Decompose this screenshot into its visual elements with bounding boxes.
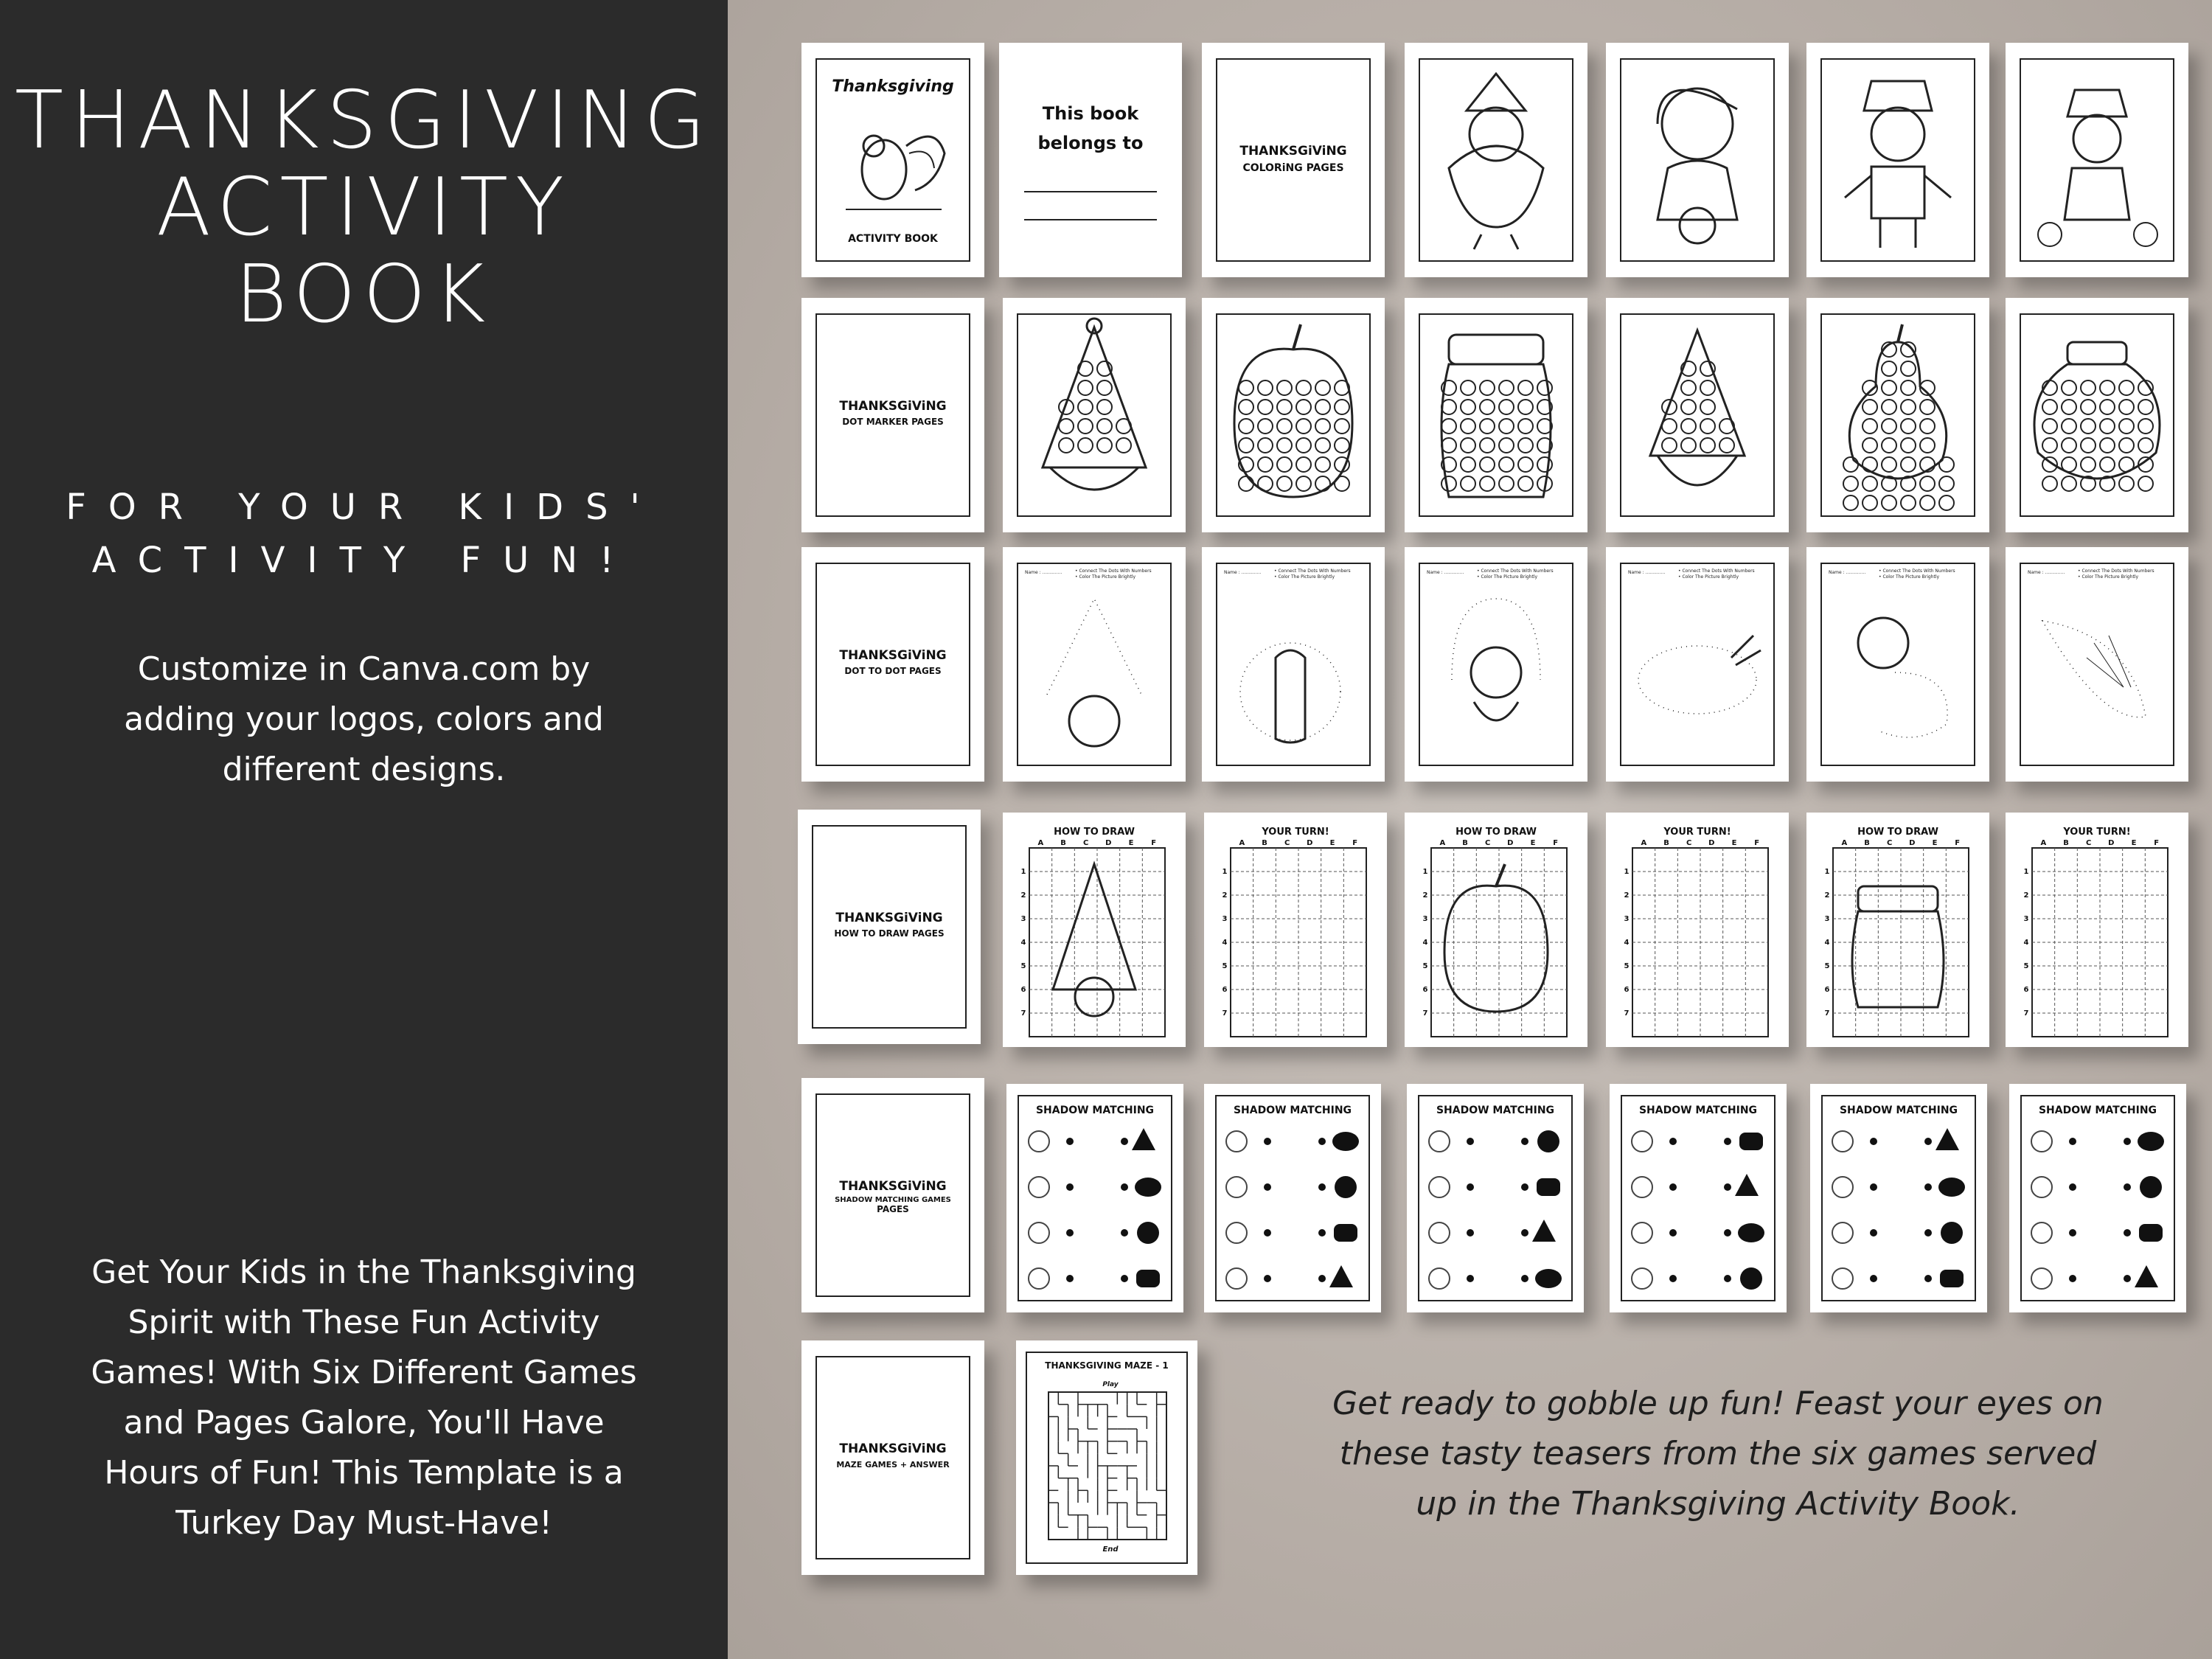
coloring-pilgrim-page bbox=[2006, 43, 2188, 277]
maze-title: THANKSGIVING MAZE - 1 bbox=[1045, 1360, 1169, 1371]
shadow-row bbox=[2031, 1222, 2163, 1243]
dot-to-dot-pumpkin-page bbox=[1202, 547, 1385, 782]
teaser-line-3: up in the Thanksgiving Activity Book. bbox=[1416, 1485, 2020, 1523]
shadow-row bbox=[1226, 1222, 1357, 1243]
shadow-title: SHADOW MATCHING bbox=[2038, 1105, 2157, 1116]
shadow-title: SHADOW MATCHING bbox=[1035, 1105, 1155, 1116]
shadow-row bbox=[1632, 1222, 1764, 1243]
grid-row-label: 5 bbox=[1422, 962, 1428, 970]
dot-instruction-1: • Connect The Dots With Numbers bbox=[1274, 568, 1351, 574]
shadow-row bbox=[2031, 1176, 2162, 1198]
grid-row-label: 5 bbox=[1624, 962, 1630, 970]
shadow-title: SHADOW MATCHING bbox=[1436, 1105, 1555, 1116]
shadow-row bbox=[1226, 1265, 1353, 1289]
grid-col-label: E bbox=[1731, 839, 1737, 847]
grid-row-label: 1 bbox=[1624, 868, 1630, 876]
grid-row-label: 1 bbox=[1422, 868, 1428, 876]
grid-col-label: F bbox=[1955, 839, 1961, 847]
shadow-title: SHADOW MATCHING bbox=[1233, 1105, 1352, 1116]
dot-instruction-2: • Color The Picture Brightly bbox=[1075, 574, 1136, 580]
shadow-row bbox=[1832, 1268, 1964, 1289]
dot-name-label: Name : .............. bbox=[1224, 570, 1262, 575]
draw-page-title: HOW TO DRAW bbox=[1054, 827, 1135, 838]
grid-row-label: 2 bbox=[1624, 891, 1630, 900]
marker-dots bbox=[1843, 342, 1954, 510]
dot-instruction-2: • Color The Picture Brightly bbox=[1678, 574, 1739, 580]
marker-dots bbox=[1239, 380, 1349, 491]
grid-row-label: 5 bbox=[1824, 962, 1830, 970]
coloring-section-page bbox=[1202, 43, 1385, 277]
customize-text bbox=[29, 644, 698, 795]
shadow-row bbox=[1832, 1177, 1965, 1197]
dot-to-dot-corn-page bbox=[2006, 547, 2188, 782]
draw-gnome-page bbox=[1003, 813, 1186, 1047]
tagline-line-1: FOR YOUR KIDS' bbox=[66, 487, 662, 528]
grid-row-label: 4 bbox=[1422, 939, 1428, 947]
dot-instruction-2: • Color The Picture Brightly bbox=[1274, 574, 1335, 580]
grid-row-label: 1 bbox=[1020, 868, 1026, 876]
grid-col-label: C bbox=[1886, 839, 1893, 847]
shadow-matching-page-3 bbox=[1407, 1084, 1584, 1312]
grid-row-label: 2 bbox=[1020, 891, 1026, 900]
shadow-row bbox=[1029, 1177, 1161, 1197]
grid-col-label: C bbox=[2085, 839, 2092, 847]
coloring-line-2: COLORiNG PAGES bbox=[1242, 162, 1344, 174]
dot-instruction-1: • Connect The Dots With Numbers bbox=[1678, 568, 1755, 574]
teaser-text bbox=[1261, 1379, 2175, 1529]
grid-col-label: A bbox=[1239, 839, 1245, 847]
grid-col-label: D bbox=[1708, 839, 1715, 847]
customize-line-1: Customize in Canva.com by bbox=[137, 650, 591, 688]
grid-row-label: 1 bbox=[1824, 868, 1830, 876]
shadow-row bbox=[1429, 1177, 1560, 1197]
draw-page-title: HOW TO DRAW bbox=[1857, 827, 1938, 838]
grid-col-label: F bbox=[1754, 839, 1760, 847]
dot-to-dot-turkey-page bbox=[1405, 547, 1587, 782]
teaser-line-1: Get ready to gobble up fun! Feast your eyes on bbox=[1332, 1385, 2104, 1422]
promo-line-6: Turkey Day Must-Have! bbox=[175, 1504, 552, 1542]
grid-col-label: C bbox=[1284, 839, 1290, 847]
draw-grid-page-3 bbox=[2006, 813, 2188, 1047]
dot-marker-pear-page bbox=[1806, 298, 1989, 532]
dot-name-label: Name : .............. bbox=[2028, 570, 2065, 575]
promo-line-4: and Pages Galore, You'll Have bbox=[123, 1404, 605, 1441]
dot-marker-gnome-2-page bbox=[1606, 298, 1789, 532]
promo-text bbox=[29, 1248, 698, 1548]
grid-row-label: 4 bbox=[1824, 939, 1830, 947]
shadow-line-1: THANKSGiViNG bbox=[839, 1179, 947, 1194]
dot-instruction-2: • Color The Picture Brightly bbox=[2078, 574, 2139, 580]
draw-grid-page-2 bbox=[1606, 813, 1789, 1047]
grid-col-label: C bbox=[1686, 839, 1692, 847]
marker-dots bbox=[1059, 361, 1131, 453]
grid-row-label: 1 bbox=[2023, 868, 2029, 876]
grid-row-label: 6 bbox=[1824, 986, 1830, 994]
coloring-boy-page bbox=[1806, 43, 1989, 277]
shadow-row bbox=[2031, 1131, 2164, 1152]
grid-col-label: C bbox=[1484, 839, 1491, 847]
grid-col-label: D bbox=[1909, 839, 1916, 847]
grid-col-label: D bbox=[1507, 839, 1514, 847]
teaser-line-2: these tasty teasers from the six games served bbox=[1339, 1435, 2097, 1472]
grid-row-label: 7 bbox=[1020, 1009, 1026, 1018]
dot-name-label: Name : .............. bbox=[1025, 570, 1062, 575]
marker-dots bbox=[2042, 380, 2153, 491]
customize-line-2: adding your logos, colors and bbox=[124, 700, 604, 738]
dot-instruction-2: • Color The Picture Brightly bbox=[1477, 574, 1538, 580]
grid-row-label: 7 bbox=[1824, 1009, 1830, 1018]
customize-line-3: different designs. bbox=[222, 751, 506, 788]
cover-page bbox=[801, 43, 984, 277]
shadow-row bbox=[1832, 1128, 1959, 1152]
cover-subtitle: ACTIVITY BOOK bbox=[848, 233, 938, 245]
grid-col-label: A bbox=[1037, 839, 1044, 847]
grid-row-label: 3 bbox=[1422, 915, 1428, 923]
book-title-line-2: ACTIVITY bbox=[156, 161, 571, 254]
belongs-page bbox=[999, 43, 1182, 277]
draw-page-title: HOW TO DRAW bbox=[1455, 827, 1537, 838]
dot-marker-gnome-page bbox=[1003, 298, 1186, 532]
shadow-row bbox=[1226, 1131, 1359, 1152]
shadow-matching-page-2 bbox=[1204, 1084, 1381, 1312]
dot-marker-section-page bbox=[801, 298, 984, 532]
draw-page-title: YOUR TURN! bbox=[2063, 827, 2131, 838]
shadow-row bbox=[1029, 1128, 1155, 1152]
grid-row-label: 7 bbox=[1422, 1009, 1428, 1018]
shadow-matching-page-6 bbox=[2009, 1084, 2186, 1312]
grid-row-label: 3 bbox=[1020, 915, 1026, 923]
dot-instruction-1: • Connect The Dots With Numbers bbox=[1075, 568, 1152, 574]
belongs-line-2: belongs to bbox=[1037, 133, 1144, 153]
coloring-girl-page bbox=[1606, 43, 1789, 277]
grid-row-label: 4 bbox=[1020, 939, 1026, 947]
grid-row-label: 2 bbox=[1222, 891, 1228, 900]
draw-jar-page bbox=[1806, 813, 1989, 1047]
grid-row-label: 4 bbox=[2023, 939, 2029, 947]
dot-marker-jar-page bbox=[1405, 298, 1587, 532]
grid-col-label: F bbox=[1151, 839, 1157, 847]
grid-row-label: 7 bbox=[2023, 1009, 2029, 1018]
maze-line-1: THANKSGiViNG bbox=[839, 1441, 947, 1456]
shadow-row bbox=[1832, 1222, 1963, 1244]
shadow-row bbox=[1429, 1220, 1556, 1243]
dot-marker-line-1: THANKSGiViNG bbox=[839, 399, 947, 414]
promo-line-5: Hours of Fun! This Template is a bbox=[104, 1454, 624, 1492]
coloring-turkey-page bbox=[1405, 43, 1587, 277]
grid-col-label: B bbox=[1864, 839, 1870, 847]
grid-col-label: A bbox=[1841, 839, 1848, 847]
shadow-row bbox=[1632, 1174, 1759, 1197]
grid-row-label: 5 bbox=[1020, 962, 1026, 970]
promo-line-3: Games! With Six Different Games bbox=[91, 1354, 637, 1391]
grid-row-label: 6 bbox=[1222, 986, 1228, 994]
grid-row-label: 5 bbox=[2023, 962, 2029, 970]
grid-col-label: E bbox=[1530, 839, 1536, 847]
grid-col-label: D bbox=[2108, 839, 2115, 847]
grid-row-label: 2 bbox=[1422, 891, 1428, 900]
grid-col-label: C bbox=[1082, 839, 1089, 847]
shadow-matching-page-1 bbox=[1006, 1084, 1183, 1312]
maze-line-2: MAZE GAMES + ANSWER bbox=[836, 1460, 950, 1470]
how-to-draw-line-1: THANKSGiViNG bbox=[835, 911, 943, 925]
shadow-title: SHADOW MATCHING bbox=[1839, 1105, 1958, 1116]
promo-line-1: Get Your Kids in the Thanksgiving bbox=[91, 1253, 636, 1291]
grid-row-label: 7 bbox=[1222, 1009, 1228, 1018]
dot-to-dot-line-1: THANKSGiViNG bbox=[839, 648, 947, 663]
belongs-line-1: This book bbox=[1042, 103, 1139, 124]
promo-line-2: Spirit with These Fun Activity bbox=[128, 1304, 600, 1341]
draw-page-title: YOUR TURN! bbox=[1262, 827, 1329, 838]
maze-walls bbox=[1048, 1392, 1166, 1540]
dot-to-dot-line-2: DOT TO DOT PAGES bbox=[844, 666, 942, 676]
info-panel bbox=[0, 0, 728, 1659]
grid-row-label: 1 bbox=[1222, 868, 1228, 876]
grid-col-label: F bbox=[1553, 839, 1559, 847]
maze-page bbox=[1016, 1340, 1197, 1575]
grid-row-label: 5 bbox=[1222, 962, 1228, 970]
shadow-row bbox=[1029, 1268, 1160, 1289]
grid-row-label: 4 bbox=[1624, 939, 1630, 947]
grid-col-label: A bbox=[1439, 839, 1446, 847]
shadow-row bbox=[2031, 1265, 2158, 1289]
dot-to-dot-roast-page bbox=[1606, 547, 1789, 782]
tagline-line-2: ACTIVITY FUN! bbox=[91, 540, 636, 581]
grid-col-label: A bbox=[2040, 839, 2047, 847]
grid-col-label: F bbox=[1352, 839, 1358, 847]
grid-col-label: B bbox=[1663, 839, 1669, 847]
shadow-section-page bbox=[801, 1078, 984, 1312]
maze-section-page bbox=[801, 1340, 984, 1575]
grid-row-label: 6 bbox=[1020, 986, 1026, 994]
dot-name-label: Name : .............. bbox=[1829, 570, 1866, 575]
dot-marker-pot-page bbox=[2006, 298, 2188, 532]
dot-instruction-2: • Color The Picture Brightly bbox=[1879, 574, 1940, 580]
dot-marker-pepper-page bbox=[1202, 298, 1385, 532]
grid-row-label: 2 bbox=[1824, 891, 1830, 900]
shadow-row bbox=[1632, 1131, 1763, 1152]
grid-col-label: E bbox=[1329, 839, 1335, 847]
shadow-row bbox=[1029, 1222, 1159, 1244]
grid-col-label: E bbox=[1932, 839, 1938, 847]
grid-col-label: A bbox=[1641, 839, 1647, 847]
grid-row-label: 6 bbox=[1624, 986, 1630, 994]
grid-col-label: D bbox=[1307, 839, 1313, 847]
shadow-line-2: SHADOW MATCHING GAMES bbox=[835, 1196, 951, 1204]
book-title-line-1: THANKSGIVING bbox=[15, 74, 713, 167]
shadow-row bbox=[1226, 1176, 1357, 1198]
marker-dots bbox=[1662, 361, 1734, 453]
shadow-row bbox=[1632, 1267, 1762, 1290]
grid-col-label: B bbox=[1462, 839, 1468, 847]
shadow-line-3: PAGES bbox=[877, 1204, 909, 1214]
shadow-matching-page-5 bbox=[1810, 1084, 1987, 1312]
dot-instruction-1: • Connect The Dots With Numbers bbox=[2078, 568, 2154, 574]
maze-end-label: End bbox=[1102, 1545, 1119, 1554]
draw-grid-page-1 bbox=[1204, 813, 1387, 1047]
dot-to-dot-section-page bbox=[801, 547, 984, 782]
grid-col-label: D bbox=[1105, 839, 1112, 847]
grid-col-label: E bbox=[2131, 839, 2137, 847]
cover-title: Thanksgiving bbox=[832, 77, 954, 96]
dot-instruction-1: • Connect The Dots With Numbers bbox=[1477, 568, 1554, 574]
dot-name-label: Name : .............. bbox=[1427, 570, 1464, 575]
maze-start-label: Play bbox=[1102, 1381, 1119, 1388]
grid-row-label: 3 bbox=[1624, 915, 1630, 923]
book-title-line-3: BOOK bbox=[234, 248, 493, 341]
grid-col-label: E bbox=[1128, 839, 1134, 847]
how-to-draw-line-2: HOW TO DRAW PAGES bbox=[834, 928, 945, 939]
draw-page-title: YOUR TURN! bbox=[1663, 827, 1731, 838]
grid-row-label: 6 bbox=[2023, 986, 2029, 994]
coloring-line-1: THANKSGiViNG bbox=[1239, 144, 1347, 159]
grid-row-label: 4 bbox=[1222, 939, 1228, 947]
dot-marker-line-2: DOT MARKER PAGES bbox=[842, 417, 944, 427]
dot-to-dot-turkey-2-page bbox=[1806, 547, 1989, 782]
grid-row-label: 3 bbox=[1222, 915, 1228, 923]
dot-to-dot-gnome-page bbox=[1003, 547, 1186, 782]
how-to-draw-section-page bbox=[798, 810, 981, 1044]
grid-row-label: 6 bbox=[1422, 986, 1428, 994]
marker-dots bbox=[1441, 380, 1552, 491]
grid-row-label: 2 bbox=[2023, 891, 2029, 900]
grid-col-label: F bbox=[2154, 839, 2160, 847]
grid-col-label: B bbox=[1262, 839, 1267, 847]
shadow-row bbox=[1429, 1130, 1559, 1152]
grid-row-label: 7 bbox=[1624, 1009, 1630, 1018]
shadow-title: SHADOW MATCHING bbox=[1638, 1105, 1758, 1116]
grid-col-label: B bbox=[1060, 839, 1066, 847]
draw-pepper-page bbox=[1405, 813, 1587, 1047]
grid-col-label: B bbox=[2063, 839, 2069, 847]
shadow-matching-page-4 bbox=[1610, 1084, 1787, 1312]
grid-row-label: 3 bbox=[1824, 915, 1830, 923]
dot-instruction-1: • Connect The Dots With Numbers bbox=[1879, 568, 1955, 574]
grid-row-label: 3 bbox=[2023, 915, 2029, 923]
dot-name-label: Name : .............. bbox=[1628, 570, 1666, 575]
shadow-row bbox=[1429, 1268, 1562, 1289]
